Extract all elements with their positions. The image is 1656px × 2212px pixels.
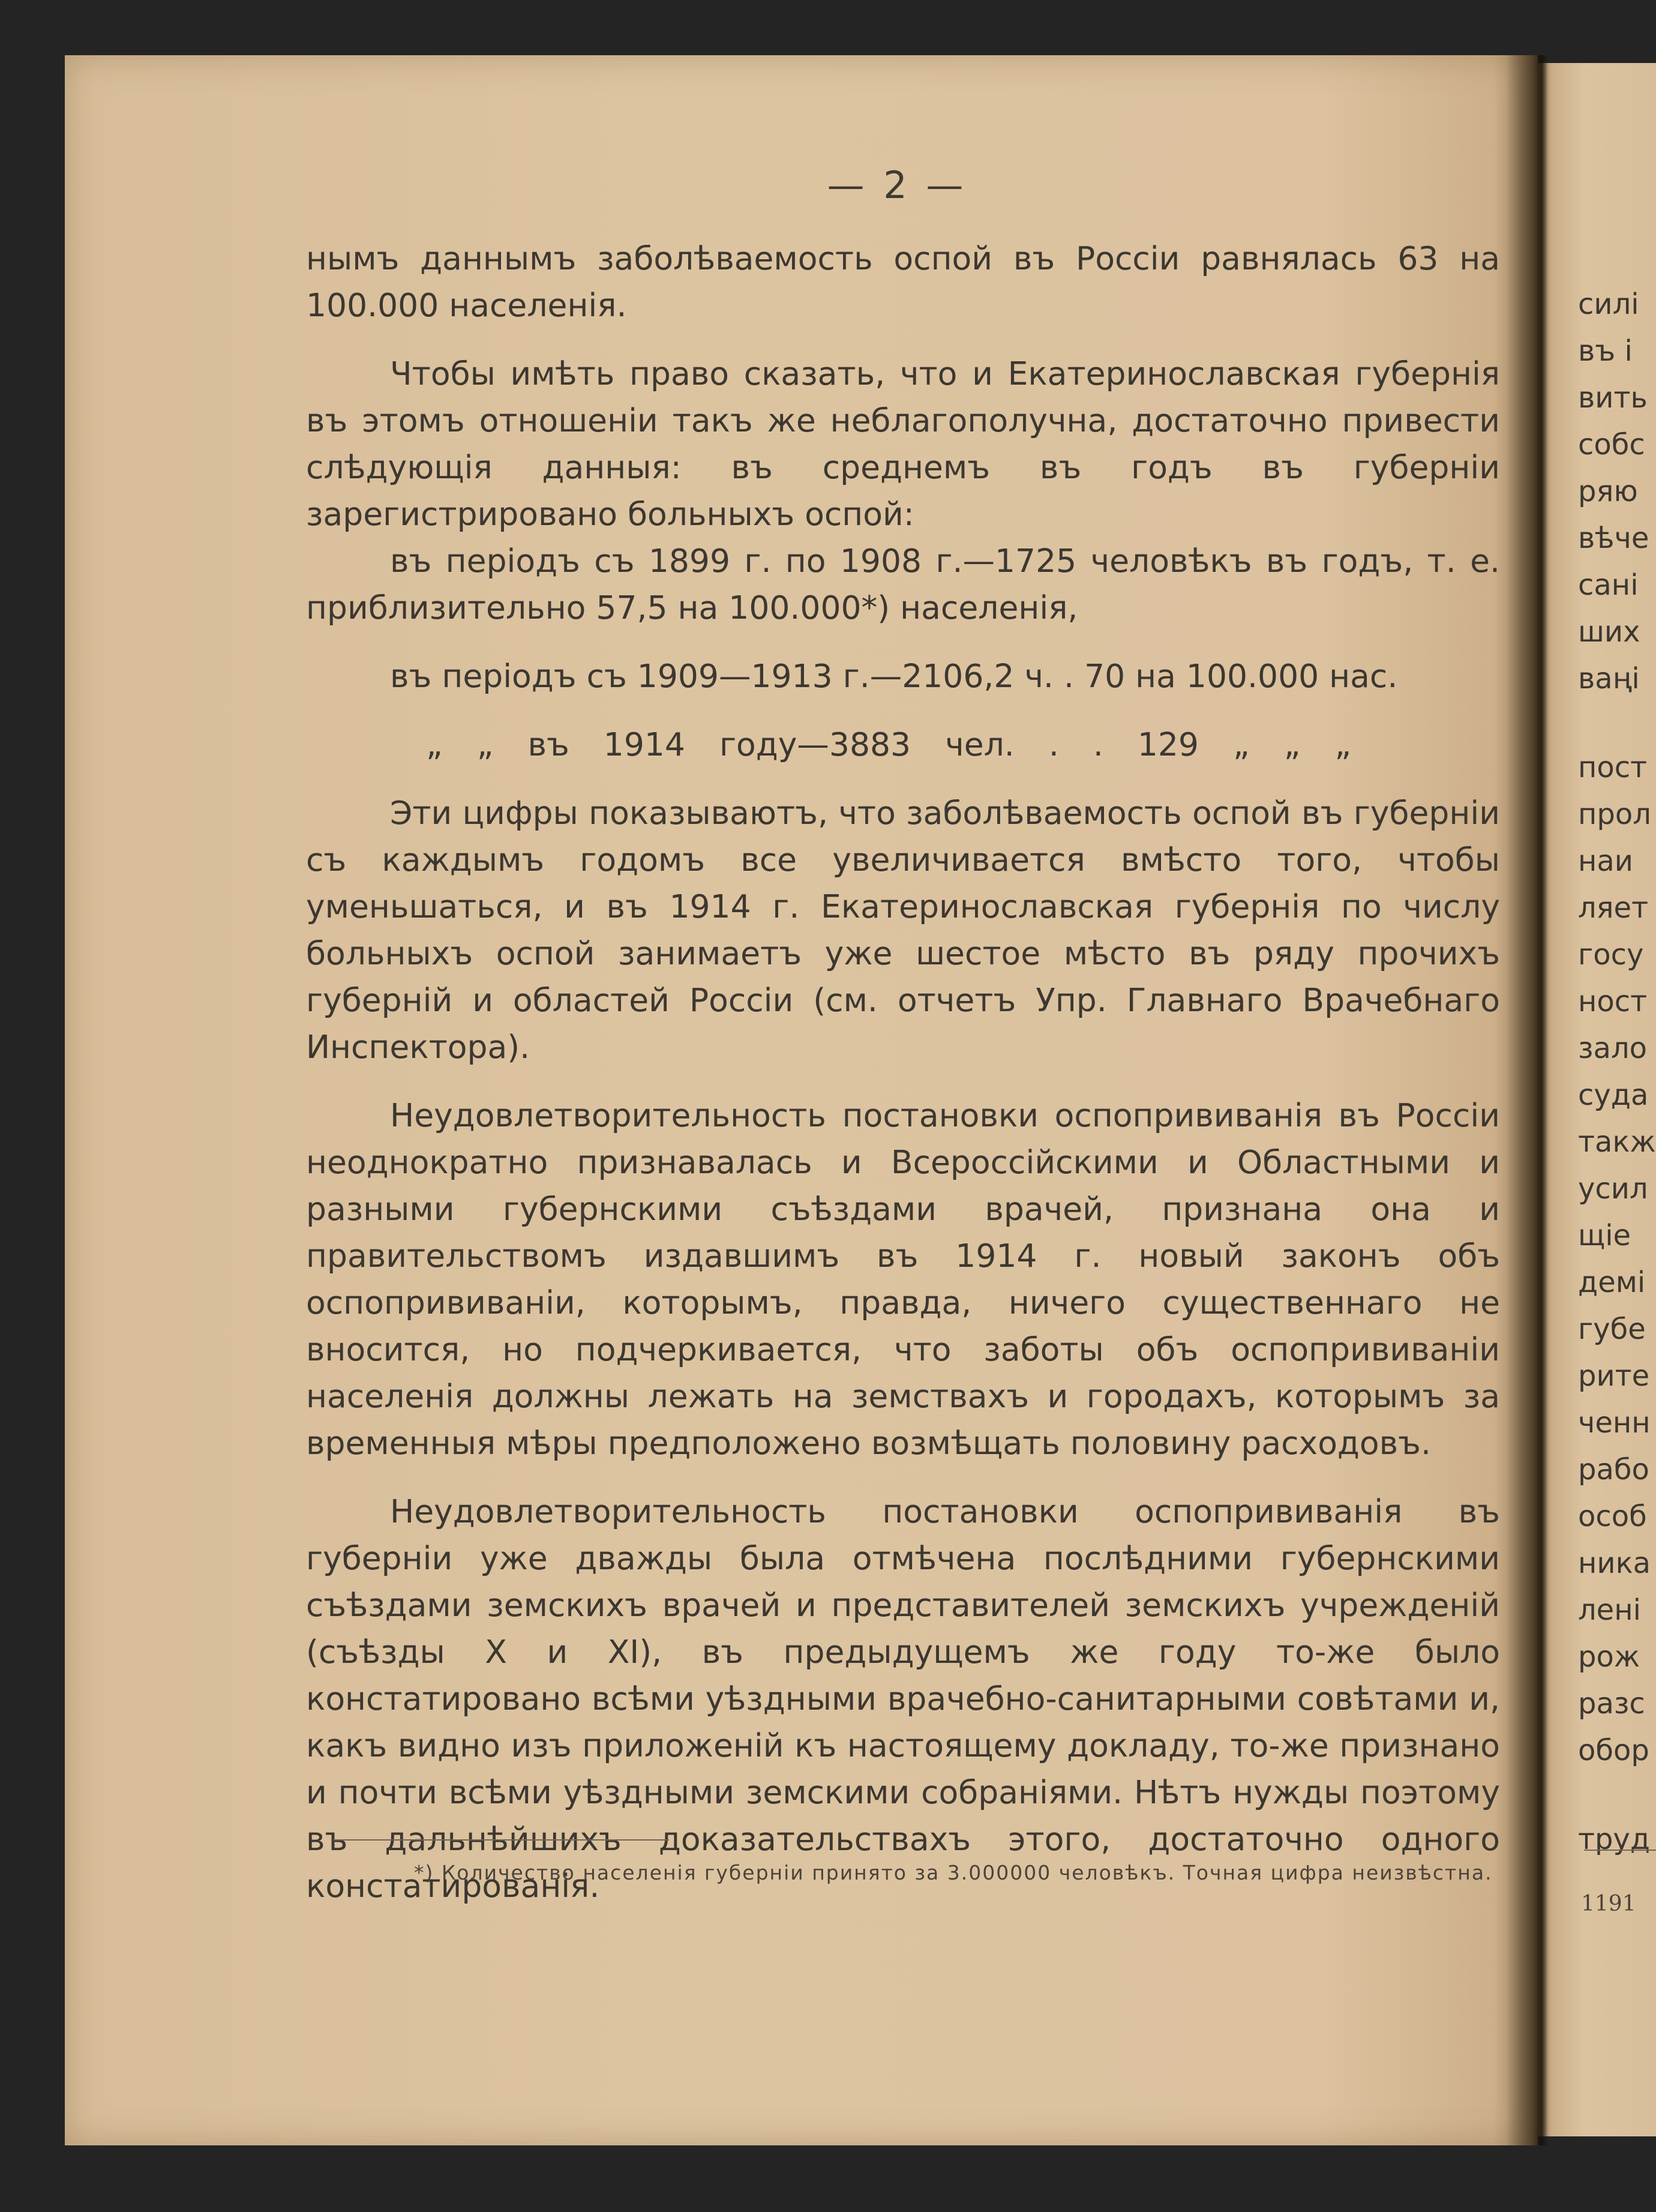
right-line: пост xyxy=(1578,751,1648,784)
stat-line: „ „ въ 1914 году—3883 чел. . . 129 „ „ „ xyxy=(426,726,1352,763)
right-line: въ і xyxy=(1578,334,1633,368)
right-line: сані xyxy=(1578,568,1639,602)
body-text xyxy=(306,235,1500,1931)
right-line: суда xyxy=(1578,1078,1649,1112)
right-line: рабо xyxy=(1578,1453,1649,1486)
book-gutter xyxy=(1506,55,1548,2145)
right-page-footer: 1191 xyxy=(1581,1892,1636,1916)
right-page-text xyxy=(1578,281,1656,1863)
right-line: разс xyxy=(1578,1687,1645,1721)
right-line: ряю xyxy=(1578,475,1638,508)
paragraph: нымъ даннымъ заболѣваемость оспой въ Россіи равнялась 63 на 100.000 населенія. xyxy=(306,239,1500,324)
right-line: силі xyxy=(1578,287,1639,321)
right-line: вѣче xyxy=(1578,521,1649,555)
paragraph: Эти цифры показываютъ, что заболѣваемость оспой въ губерніи съ каждымъ годомъ все увеличивается вмѣсто того, чтобы уменьшаться, и въ 1914 г. Екатеринославская губернія по числу больныхъ оспой занимаетъ уже шестое мѣсто въ ряду прочихъ губерній и областей Россіи (см. отчетъ Упр. Главнаго Врачебнаго Инспектора). xyxy=(306,794,1500,1066)
right-line: ших xyxy=(1578,615,1640,649)
right-line: ваңі xyxy=(1578,662,1640,696)
right-line: рож xyxy=(1578,1640,1640,1674)
right-line: особ xyxy=(1578,1500,1647,1533)
right-line: ляет xyxy=(1578,891,1649,925)
right-footnote-divider xyxy=(1584,1850,1656,1851)
right-line: ника xyxy=(1578,1546,1651,1580)
footnote: *) Количество населенія губерніи принято за 3.000000 человѣкъ. Точная цифра неизвѣстна. xyxy=(414,1861,1493,1884)
right-line: ченн xyxy=(1578,1406,1651,1440)
right-line: госу xyxy=(1578,938,1644,972)
right-line: лені xyxy=(1578,1593,1641,1627)
right-line: наи xyxy=(1578,844,1633,878)
paragraph: Неудовлетворительность постановки оспопрививанія въ губерніи уже дважды была отмѣчена послѣдними губернскими съѣздами земскихъ врачей и представителей земскихъ учрежденій (съѣзды X и XI), въ предыдущемъ же году то-же было констатировано всѣми уѣздными врачебно-санитарными совѣтами и, какъ видно изъ приложеній къ настоящему докладу, то-же признано и почти всѣми уѣздными земскими собраніями. Нѣтъ нужды поэтому въ дальнѣйшихъ доказательствахъ этого, достаточно одного констатированія. xyxy=(306,1492,1500,1905)
right-line: щіе xyxy=(1578,1219,1631,1252)
stat-line: въ періодъ съ 1909—1913 г.—2106,2 ч. . 70 на 100.000 нас. xyxy=(390,657,1398,695)
right-line: ност xyxy=(1578,985,1648,1018)
right-line: вить xyxy=(1578,381,1648,415)
right-line: рите xyxy=(1578,1359,1650,1393)
right-line: зало xyxy=(1578,1032,1647,1065)
right-line: демі xyxy=(1578,1266,1646,1299)
page-number: — 2 — xyxy=(827,163,967,207)
right-line: усил xyxy=(1578,1172,1648,1206)
right-line: такж xyxy=(1578,1125,1656,1159)
right-line: собс xyxy=(1578,428,1645,461)
paragraph: Неудовлетворительность постановки оспопрививанія въ Россіи неоднократно признавалась и Всероссійскими и Областными и разными губернскими съѣздами врачей, признана она и правительствомъ издавшимъ въ 1914 г. новый законъ объ оспопрививаніи, которымъ, правда, ничего существеннаго не вносится, но подчеркивается, что заботы объ оспопрививаніи населенія должны лежать на земствахъ и городахъ, которымъ за временныя мѣры предположено возмѣщать половину расходовъ. xyxy=(306,1096,1500,1462)
stat-line: въ періодъ съ 1899 г. по 1908 г.—1725 человѣкъ въ годъ, т. е. приблизительно 57,5 на 100.000*) населенія, xyxy=(306,542,1500,627)
right-line: губе xyxy=(1578,1312,1646,1346)
footnote-divider xyxy=(333,1839,669,1841)
right-line: прол xyxy=(1578,798,1651,831)
right-line: труд xyxy=(1578,1823,1651,1856)
right-line: обор xyxy=(1578,1734,1649,1767)
paragraph: Чтобы имѣть право сказать, что и Екатеринославская губернія въ этомъ отношеніи такъ же неблагополучна, достаточно привести слѣдующія данныя: въ среднемъ въ годъ въ губерніи зарегистрировано больныхъ оспой: xyxy=(306,355,1500,533)
